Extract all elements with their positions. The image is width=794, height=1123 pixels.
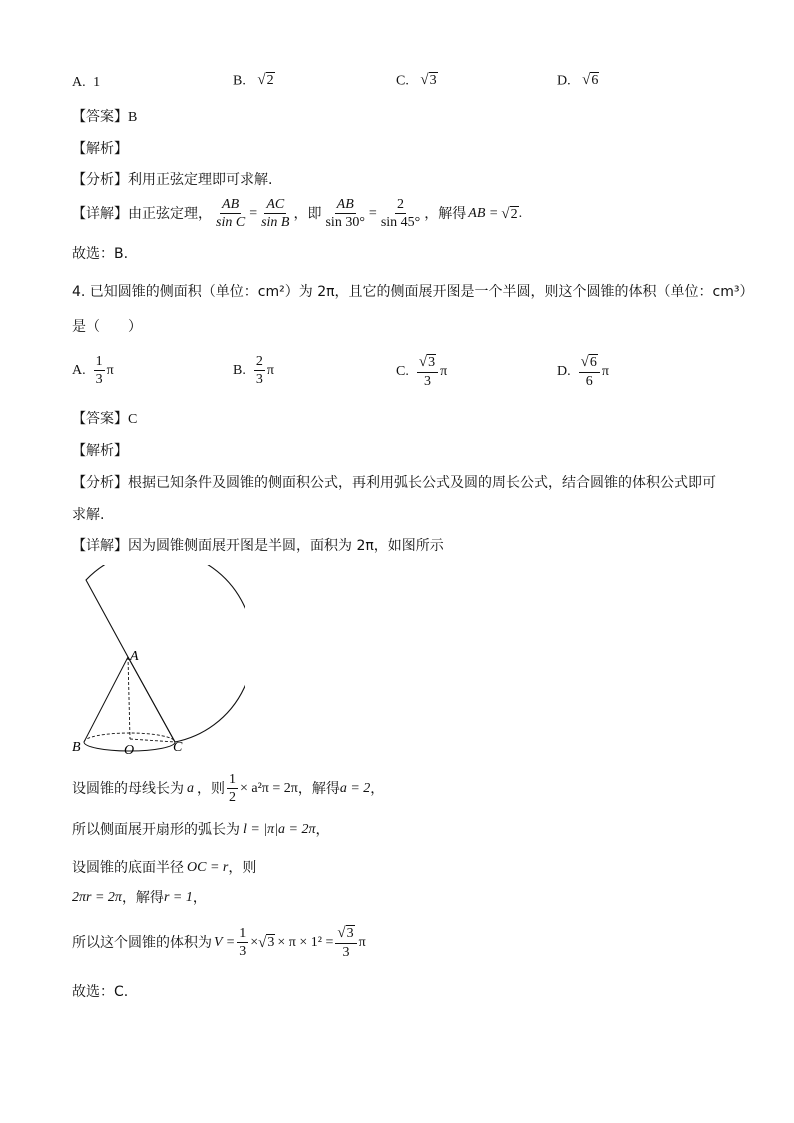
q4-solution-line4 xyxy=(72,891,207,905)
q4-option-a-num: 1 xyxy=(94,354,105,371)
q3-option-a-letter: A. xyxy=(72,75,86,90)
cone-edge-ac xyxy=(128,657,175,742)
q3-frac3-den: sin 30° xyxy=(325,215,365,231)
q4-option-c-letter: C. xyxy=(396,363,409,379)
q4-fenxi-line1 xyxy=(72,476,716,490)
q4-option-a xyxy=(72,354,114,388)
cone-figure xyxy=(70,565,245,760)
q4-option-c-den: 3 xyxy=(423,373,431,389)
base-radius-oc xyxy=(130,739,175,742)
q3-option-b-radicand: 2 xyxy=(266,73,274,88)
q3-option-a xyxy=(72,76,100,90)
q4-solution-line3 xyxy=(72,861,256,875)
q3-frac1-num: AB xyxy=(220,197,241,214)
q4-line5-pre: 所以这个圆锥的体积为 xyxy=(72,934,212,951)
q4-line1-pre: 设圆锥的母线长为 xyxy=(72,780,184,797)
q3-frac2-den: sin B xyxy=(261,215,290,231)
q4-line1-end: ， xyxy=(370,780,385,797)
q4-option-d-frac: √ 6 6 xyxy=(579,354,600,389)
q3-option-c-radicand: 3 xyxy=(429,73,437,88)
q4-option-d xyxy=(557,354,609,389)
q4-stem-line2: 是（ ） xyxy=(72,319,142,335)
q3-frac4-den: sin 45° xyxy=(380,215,421,231)
q4-line3-pre: 设圆锥的底面半径 xyxy=(72,860,184,876)
q3-xiangjie-tag: 【详解】 xyxy=(72,205,128,222)
q3-result: AB = xyxy=(468,205,499,221)
sector-outline xyxy=(86,565,245,742)
q3-fenxi-tag: 【分析】 xyxy=(72,172,128,188)
q4-solution-line5 xyxy=(72,925,366,960)
q4-option-c-radicand: 3 xyxy=(428,355,436,370)
q3-frac2-num: AC xyxy=(264,197,286,214)
q3-option-c xyxy=(396,72,438,88)
q3-frac-ab-sinc xyxy=(214,197,247,231)
q4-stem-line1: 4. 已知圆锥的侧面积（单位：cm²）为 2π，且它的侧面展开图是一个半圆，则这个圆锥的体积（单位：cm³） xyxy=(72,284,754,300)
q4-analysis-tag: 【解析】 xyxy=(72,443,128,459)
q4-fenxi-line2: 求解. xyxy=(72,507,105,523)
q3-option-a-value: 1 xyxy=(93,75,101,90)
q4-option-b-den: 3 xyxy=(255,372,263,388)
q3-result-sqrt: √ 2 xyxy=(501,206,518,223)
q4-line5-frac-num: 1 xyxy=(237,926,248,943)
q3-xiangjie-text3: ，解得 xyxy=(424,205,467,222)
q4-solution-line1 xyxy=(72,772,384,806)
q3-eq2: = xyxy=(368,205,377,221)
q3-fenxi-line xyxy=(72,173,272,187)
q4-option-d-radicand: 6 xyxy=(589,355,597,370)
q4-line1-var: a xyxy=(187,780,194,796)
q4-option-c xyxy=(396,354,447,389)
q4-line2-pre: 所以侧面展开扇形的弧长为 xyxy=(72,822,240,838)
label-b: B xyxy=(72,740,81,755)
q3-conclusion: 故选：B. xyxy=(72,246,129,262)
cone-edge-ab xyxy=(84,657,128,742)
q4-option-a-den: 3 xyxy=(95,372,103,388)
q4-line4-expr: 2πr = 2π xyxy=(72,890,122,905)
q4-line1-mid: ，则 xyxy=(197,780,225,797)
q4-line1-frac-den: 2 xyxy=(229,790,236,806)
q4-xiangjie-text: 因为圆锥侧面展开图是半圆，面积为 2π，如图所示 xyxy=(128,538,444,554)
cone-height-ao xyxy=(128,657,130,739)
q3-frac-ab-sin30 xyxy=(323,197,366,231)
q4-option-b-pi: π xyxy=(266,362,274,378)
q4-option-b xyxy=(233,354,274,388)
q4-line5-radicand: 3 xyxy=(267,935,275,951)
q4-solution-line2 xyxy=(72,823,330,837)
q3-frac3-num: AB xyxy=(335,197,356,214)
q3-analysis-tag: 【解析】 xyxy=(72,141,128,157)
q4-fenxi-tag: 【分析】 xyxy=(72,475,128,491)
q3-frac-2-sin45 xyxy=(379,197,422,231)
q4-line5-sqrt: √ 3 xyxy=(258,934,275,951)
q4-line5-pi: π xyxy=(358,934,366,950)
q3-xiangjie-text1: 由正弦定理， xyxy=(128,205,212,222)
q4-option-b-letter: B. xyxy=(233,362,246,378)
q4-line1-frac-num: 1 xyxy=(227,772,238,789)
q4-option-a-letter: A. xyxy=(72,362,86,378)
q3-xiangjie-text2: ，即 xyxy=(293,205,322,222)
q4-answer: C xyxy=(128,412,138,427)
q3-option-c-letter: C. xyxy=(396,73,409,89)
q4-line4-end: ， xyxy=(192,890,207,906)
q4-line5-times1: × xyxy=(250,934,259,950)
q4-line5-frac-den: 3 xyxy=(239,944,247,960)
label-c: C xyxy=(173,740,183,755)
q4-answer-line xyxy=(72,412,137,427)
q3-option-c-sqrt: √ 3 xyxy=(420,72,437,89)
q3-fenxi-text: 利用正弦定理即可求解. xyxy=(128,172,273,188)
q4-line5-rest: × π × 1² = xyxy=(277,934,334,950)
q4-answer-tag: 【答案】 xyxy=(72,411,128,427)
q3-option-b-sqrt: √ 2 xyxy=(257,72,274,89)
q4-fenxi-text1: 根据已知条件及圆锥的侧面积公式，再利用弧长公式及圆的周长公式，结合圆锥的体积公式即可 xyxy=(128,475,716,491)
q3-xiangjie-line: 【详解】 由正弦定理， $\frac{AB}{\text{sin C}}$ = $\frac{AC}{\text{sin B}}$ ，即 $\frac{AB}{\sin 30^\circ}$ = $\frac{2}{\sin 45^\circ}$ ，解得 AB = √ 2 . xyxy=(72,197,523,231)
q3-frac1-den: sin C xyxy=(216,215,246,231)
q4-option-b-frac xyxy=(254,354,265,388)
q4-option-a-frac xyxy=(94,354,105,388)
q4-option-d-letter: D. xyxy=(557,363,571,379)
q4-line1-expr: × a²π = 2π xyxy=(240,780,298,796)
q3-answer-line xyxy=(72,110,137,125)
q4-line1-result: a = 2 xyxy=(339,780,371,796)
q3-answer-tag: 【答案】 xyxy=(72,109,128,125)
q3-option-d-letter: D. xyxy=(557,73,571,89)
q4-line5-frac2: √ 3 3 xyxy=(335,925,356,960)
q4-conclusion: 故选：C. xyxy=(72,984,129,1000)
q4-option-c-frac: √ 3 3 xyxy=(417,354,438,389)
q4-line2-end: ， xyxy=(315,822,330,838)
q3-option-b xyxy=(233,72,275,88)
label-o: O xyxy=(124,743,135,758)
q4-line5-v: V = xyxy=(214,934,236,950)
q4-xiangjie-line xyxy=(72,539,444,553)
q4-line5-frac xyxy=(237,926,248,960)
q4-option-d-pi: π xyxy=(601,363,609,379)
q3-frac4-num: 2 xyxy=(395,197,406,214)
q4-option-a-pi: π xyxy=(106,362,114,378)
q3-answer: B xyxy=(128,110,138,125)
q3-option-d-sqrt: √ 6 xyxy=(582,72,599,89)
q3-option-b-letter: B. xyxy=(233,73,246,89)
q4-line5-frac2-den: 3 xyxy=(342,944,350,960)
q4-option-d-den: 6 xyxy=(585,373,593,389)
q4-line1-frac xyxy=(227,772,238,806)
q3-option-d-radicand: 6 xyxy=(591,73,599,88)
q4-line4-solve: ，解得 xyxy=(121,890,164,906)
q3-frac-ac-sinb xyxy=(259,197,291,231)
q4-line3-end: ，则 xyxy=(228,860,257,876)
q4-option-b-num: 2 xyxy=(254,354,265,371)
q4-line1-solve: ，解得 xyxy=(297,780,340,797)
q4-option-c-pi: π xyxy=(440,363,448,379)
q3-result-radicand: 2 xyxy=(510,206,518,222)
q4-line3-expr: OC = r xyxy=(187,860,229,875)
q4-xiangjie-tag: 【详解】 xyxy=(72,538,128,554)
q3-option-d xyxy=(557,72,599,88)
q4-line2-expr: l = |π|a = 2π xyxy=(243,822,316,837)
label-a: A xyxy=(130,649,139,664)
q3-eq1: = xyxy=(249,205,258,221)
q4-line4-result: r = 1 xyxy=(163,890,193,905)
q4-line5-frac2-radicand: 3 xyxy=(346,926,354,941)
